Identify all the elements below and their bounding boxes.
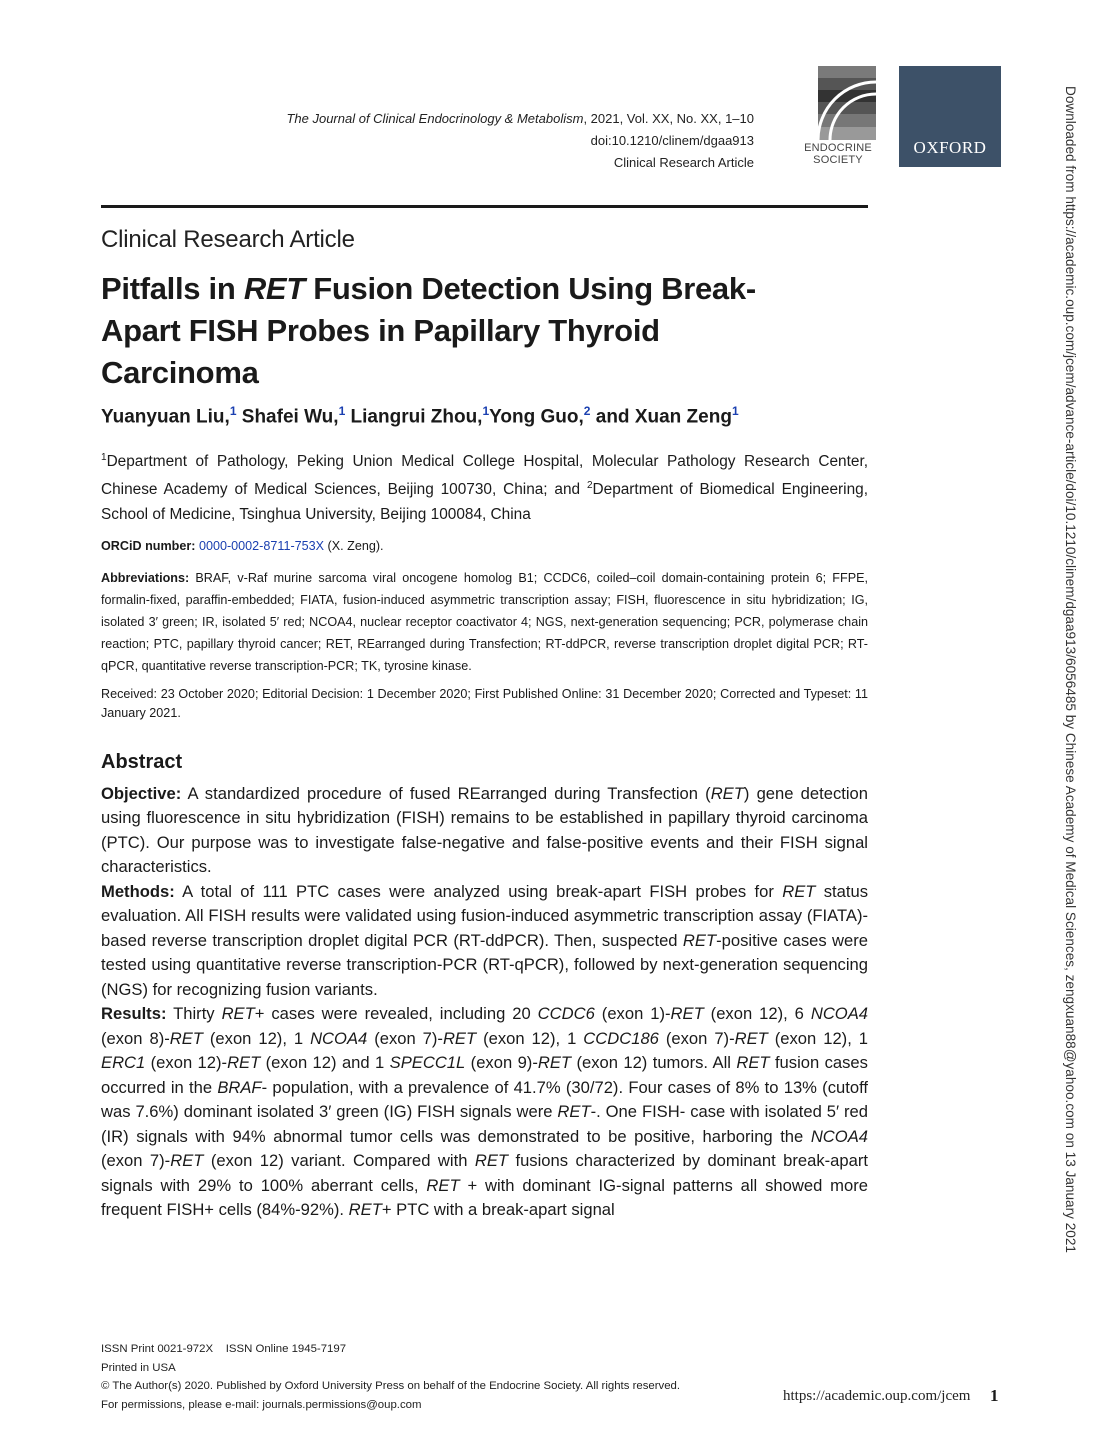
journal-url[interactable]: https://academic.oup.com/jcem	[783, 1388, 971, 1404]
results-text-segment: Thirty	[166, 1004, 222, 1024]
results-text-segment: (exon 12), 1	[767, 1028, 868, 1048]
results-text-segment: RET	[221, 1004, 255, 1024]
header-rule	[101, 205, 868, 208]
results-text-segment: (exon 12) tumors. All	[571, 1053, 737, 1073]
results-text-segment: (exon 9)-	[465, 1053, 538, 1073]
results-text-segment: (exon 7)-	[101, 1151, 171, 1171]
affiliations: $^1$Department of Pathology, Peking Union Medical College Hospital, Molecular Pathology Research Center, Chinese Academy of Medical Sciences, Beijing 100730, China; and $^2$Department of Biomedical Engineering, School of Medicine, Tsinghua University, Beijing 100084, China	[101, 452, 868, 523]
orcid-link[interactable]: 0000-0002-8711-753X	[198, 538, 325, 553]
author-name: Liangrui Zhou,	[350, 406, 483, 428]
author-affil-link[interactable]: 1	[229, 404, 237, 418]
author-name: and Xuan Zeng	[590, 406, 732, 428]
results-text-segment: BRAF	[217, 1077, 262, 1097]
author-affil-link[interactable]: 1	[338, 404, 346, 418]
results-text-segment: SPECC1L	[389, 1053, 466, 1073]
footer-legal	[101, 1340, 680, 1414]
results-text-segment: CCDC6	[537, 1004, 595, 1024]
abstract-objective: Objective: A standardized procedure of fused REarranged during Transfection (RET) gene detection using fluorescence in situ hybridization (FISH) remains to be established in papillary thyroid carcinoma (PTC). Our purpose was to investigate false-negative and false-positive events and their FISH signal characteristics.	[101, 783, 868, 877]
results-text-segment: + cases were revealed, including 20	[254, 1004, 538, 1024]
author-name: Yuanyuan Liu,	[101, 406, 230, 428]
results-text-segment: RET	[734, 1028, 768, 1048]
abstract-heading: Abstract	[101, 750, 183, 773]
results-text-segment: ERC1	[101, 1053, 146, 1073]
results-text-segment: -. One FISH- case with isolated 5′ red (IR) signals with 94% abnormal tumor cells was demonstrated to be positive, harboring the	[101, 1102, 868, 1146]
article-type-heading: Clinical Research Article	[101, 226, 355, 253]
endocrine-text: ENDOCRINE	[804, 142, 872, 154]
society-text: SOCIETY	[813, 154, 863, 166]
results-text-segment: RET	[426, 1175, 460, 1195]
abstract-methods: Methods: A total of 111 PTC cases were analyzed using break-apart FISH probes for RET status evaluation. All FISH results were validated using fusion-induced asymmetric transcription assay (FIATA)-based reverse transcription droplet digital PCR (RT-ddPCR). Then, suspected RET-positive cases were tested using quantitative reverse transcription-PCR (RT-qPCR), followed by next-generation sequencing (NGS) for recognizing fusion variants.	[101, 881, 868, 999]
oxford-logo: OXFORD	[899, 66, 1001, 167]
results-text-segment: (exon 12) variant. Compared with	[203, 1151, 475, 1171]
copyright: © The Author(s) 2020. Published by Oxford University Press on behalf of the Endocrine Society. All rights reserved.	[101, 1380, 681, 1392]
article-type-small: Clinical Research Article	[613, 155, 754, 170]
author-list	[101, 404, 868, 428]
results-text-segment: (exon 12) and 1	[260, 1053, 390, 1073]
results-text-segment: + PTC with a break-apart signal	[381, 1200, 615, 1220]
journal-name: The Journal of Clinical Endocrinology & Metabolism	[286, 111, 584, 126]
results-text-segment: (exon 8)-	[101, 1028, 170, 1048]
author-affil-link[interactable]: 2	[583, 404, 591, 418]
results-text-segment: + with dominant IG-signal patterns all showed more frequent FISH+ cells (84%-92%).	[101, 1175, 868, 1220]
results-text-segment: (exon 7)-	[367, 1028, 443, 1048]
endocrine-society-emblem-icon	[818, 66, 876, 140]
results-text-segment: RET	[537, 1053, 572, 1073]
issn: ISSN Print 0021-972X ISSN Online 1945-7197	[101, 1343, 347, 1355]
results-text-segment: NCOA4	[810, 1126, 868, 1146]
results-text-segment: RET	[557, 1102, 591, 1122]
author-name: Shafei Wu,	[241, 406, 339, 428]
results-text-segment: RET	[670, 1004, 704, 1024]
printed-in: Printed in USA	[101, 1361, 176, 1374]
journal-volume: , 2021, Vol. XX, No. XX, 1–10	[583, 111, 754, 126]
download-watermark: Downloaded from https://academic.oup.com/jcem/advance-article/doi/10.1210/clinem/dgaa913/6056485 by Chinese Academy of Medical Sciences, zengxuan88@yahoo.com on 13 January 2021	[1063, 86, 1078, 1253]
endocrine-society-logo	[796, 66, 880, 170]
author-affil-link[interactable]: 1	[482, 404, 490, 418]
results-text-segment: (exon 7)-	[658, 1028, 735, 1048]
results-text-segment: RET	[169, 1028, 203, 1048]
author-name: Yong Guo,	[489, 406, 584, 428]
results-text-segment: - population, with a prevalence of 41.7% (30/72). Four cases of 8% to 13% (cutoff was 7.6%) dominant isolated 3′ green (IG) FISH signals were	[101, 1077, 868, 1122]
results-text-segment: (exon 1)-	[594, 1004, 671, 1024]
results-text-segment: NCOA4	[810, 1004, 869, 1024]
article-content	[101, 226, 868, 1223]
doi[interactable]: doi:10.1210/clinem/dgaa913	[590, 133, 754, 148]
results-text-segment: (exon 12)-	[145, 1053, 228, 1073]
results-text-segment: RET	[442, 1028, 477, 1048]
permissions: For permissions, please e-mail: journals.permissions@oup.com	[101, 1398, 422, 1411]
results-text-segment: NCOA4	[310, 1028, 368, 1048]
results-text-segment: RET	[170, 1151, 204, 1171]
results-text-segment: (exon 12), 1	[476, 1028, 584, 1048]
title-gene-italic: RET	[243, 271, 305, 306]
results-text-segment: RET	[348, 1200, 382, 1220]
orcid: ORCiD number: 0000-0002-8711-753X (X. Zeng).	[101, 538, 384, 553]
journal-citation	[286, 108, 754, 174]
results-text-segment: RET	[227, 1053, 261, 1073]
results-text-segment: CCDC186	[583, 1028, 659, 1048]
results-text-segment: RET	[736, 1053, 770, 1073]
page-number: 1	[990, 1386, 999, 1405]
abstract-results: Results: Thirty RET+ cases were revealed, including 20 CCDC6 (exon 1)-RET (exon 12), 6 NCOA4 (exon 8)-RET (exon 12), 1 NCOA4 (exon 7)-RET (exon 12), 1 CCDC186 (exon 7)-RET (exon 12), 1 ERC1 (exon 12)-RET (exon 12) and 1 SPECC1L (exon 9)-RET (exon 12) tumors. All RET fusion cases occurred in the BRAF- population, with a prevalence of 41.7% (30/72). Four cases of 8% to 13% (cutoff was 7.6%) dominant isolated 3′ green (IG) FISH signals were RET-. One FISH- case with isolated 5′ red (IR) signals with 94% abnormal tumor cells was demonstrated to be positive, harboring the NCOA4 (exon 7)-RET (exon 12) variant. Compared with RET fusions characterized by dominant break-apart signals with 29% to 100% aberrant cells, RET + with dominant IG-signal patterns all showed more frequent FISH+ cells (84%-92%). RET+ PTC with a break-apart signal	[101, 1004, 869, 1220]
results-text-segment: RET	[474, 1151, 509, 1171]
results-text-segment: (exon 12), 1	[202, 1028, 311, 1048]
results-text-segment: fusion cases occurred in the	[101, 1053, 868, 1097]
author-affil-link[interactable]: 1	[731, 404, 739, 418]
results-text-segment: fusions characterized by dominant break-apart signals with 29% to 100% aberrant cells,	[101, 1151, 868, 1195]
article-title: Pitfalls in RET Fusion Detection Using Break-Apart FISH Probes in Papillary Thyroid Carcinoma	[101, 271, 756, 390]
publication-dates: Received: 23 October 2020; Editorial Decision: 1 December 2020; First Published Online: 31 December 2020; Corrected and Typeset: 11 January 2021.	[101, 686, 868, 720]
abbreviations: Abbreviations: BRAF, v-Raf murine sarcoma viral oncogene homolog B1; CCDC6, coiled–coil domain-containing protein 6; FFPE, formalin-fixed, paraffin-embedded; FIATA, fusion-induced asymmetric transcription assay; FISH, fluorescence in situ hybridization; IG, isolated 3′ green; IR, isolated 5′ red; NCOA4, nuclear receptor coactivator 4; NGS, next-generation sequencing; PCR, polymerase chain reaction; PTC, papillary thyroid cancer; RET, REarranged during Transfection; RT-ddPCR, reverse transcription droplet digital PCR; RT-qPCR, quantitative reverse transcription-PCR; TK, tyrosine kinase.	[101, 570, 868, 673]
results-text-segment: (exon 12), 6	[703, 1004, 811, 1024]
